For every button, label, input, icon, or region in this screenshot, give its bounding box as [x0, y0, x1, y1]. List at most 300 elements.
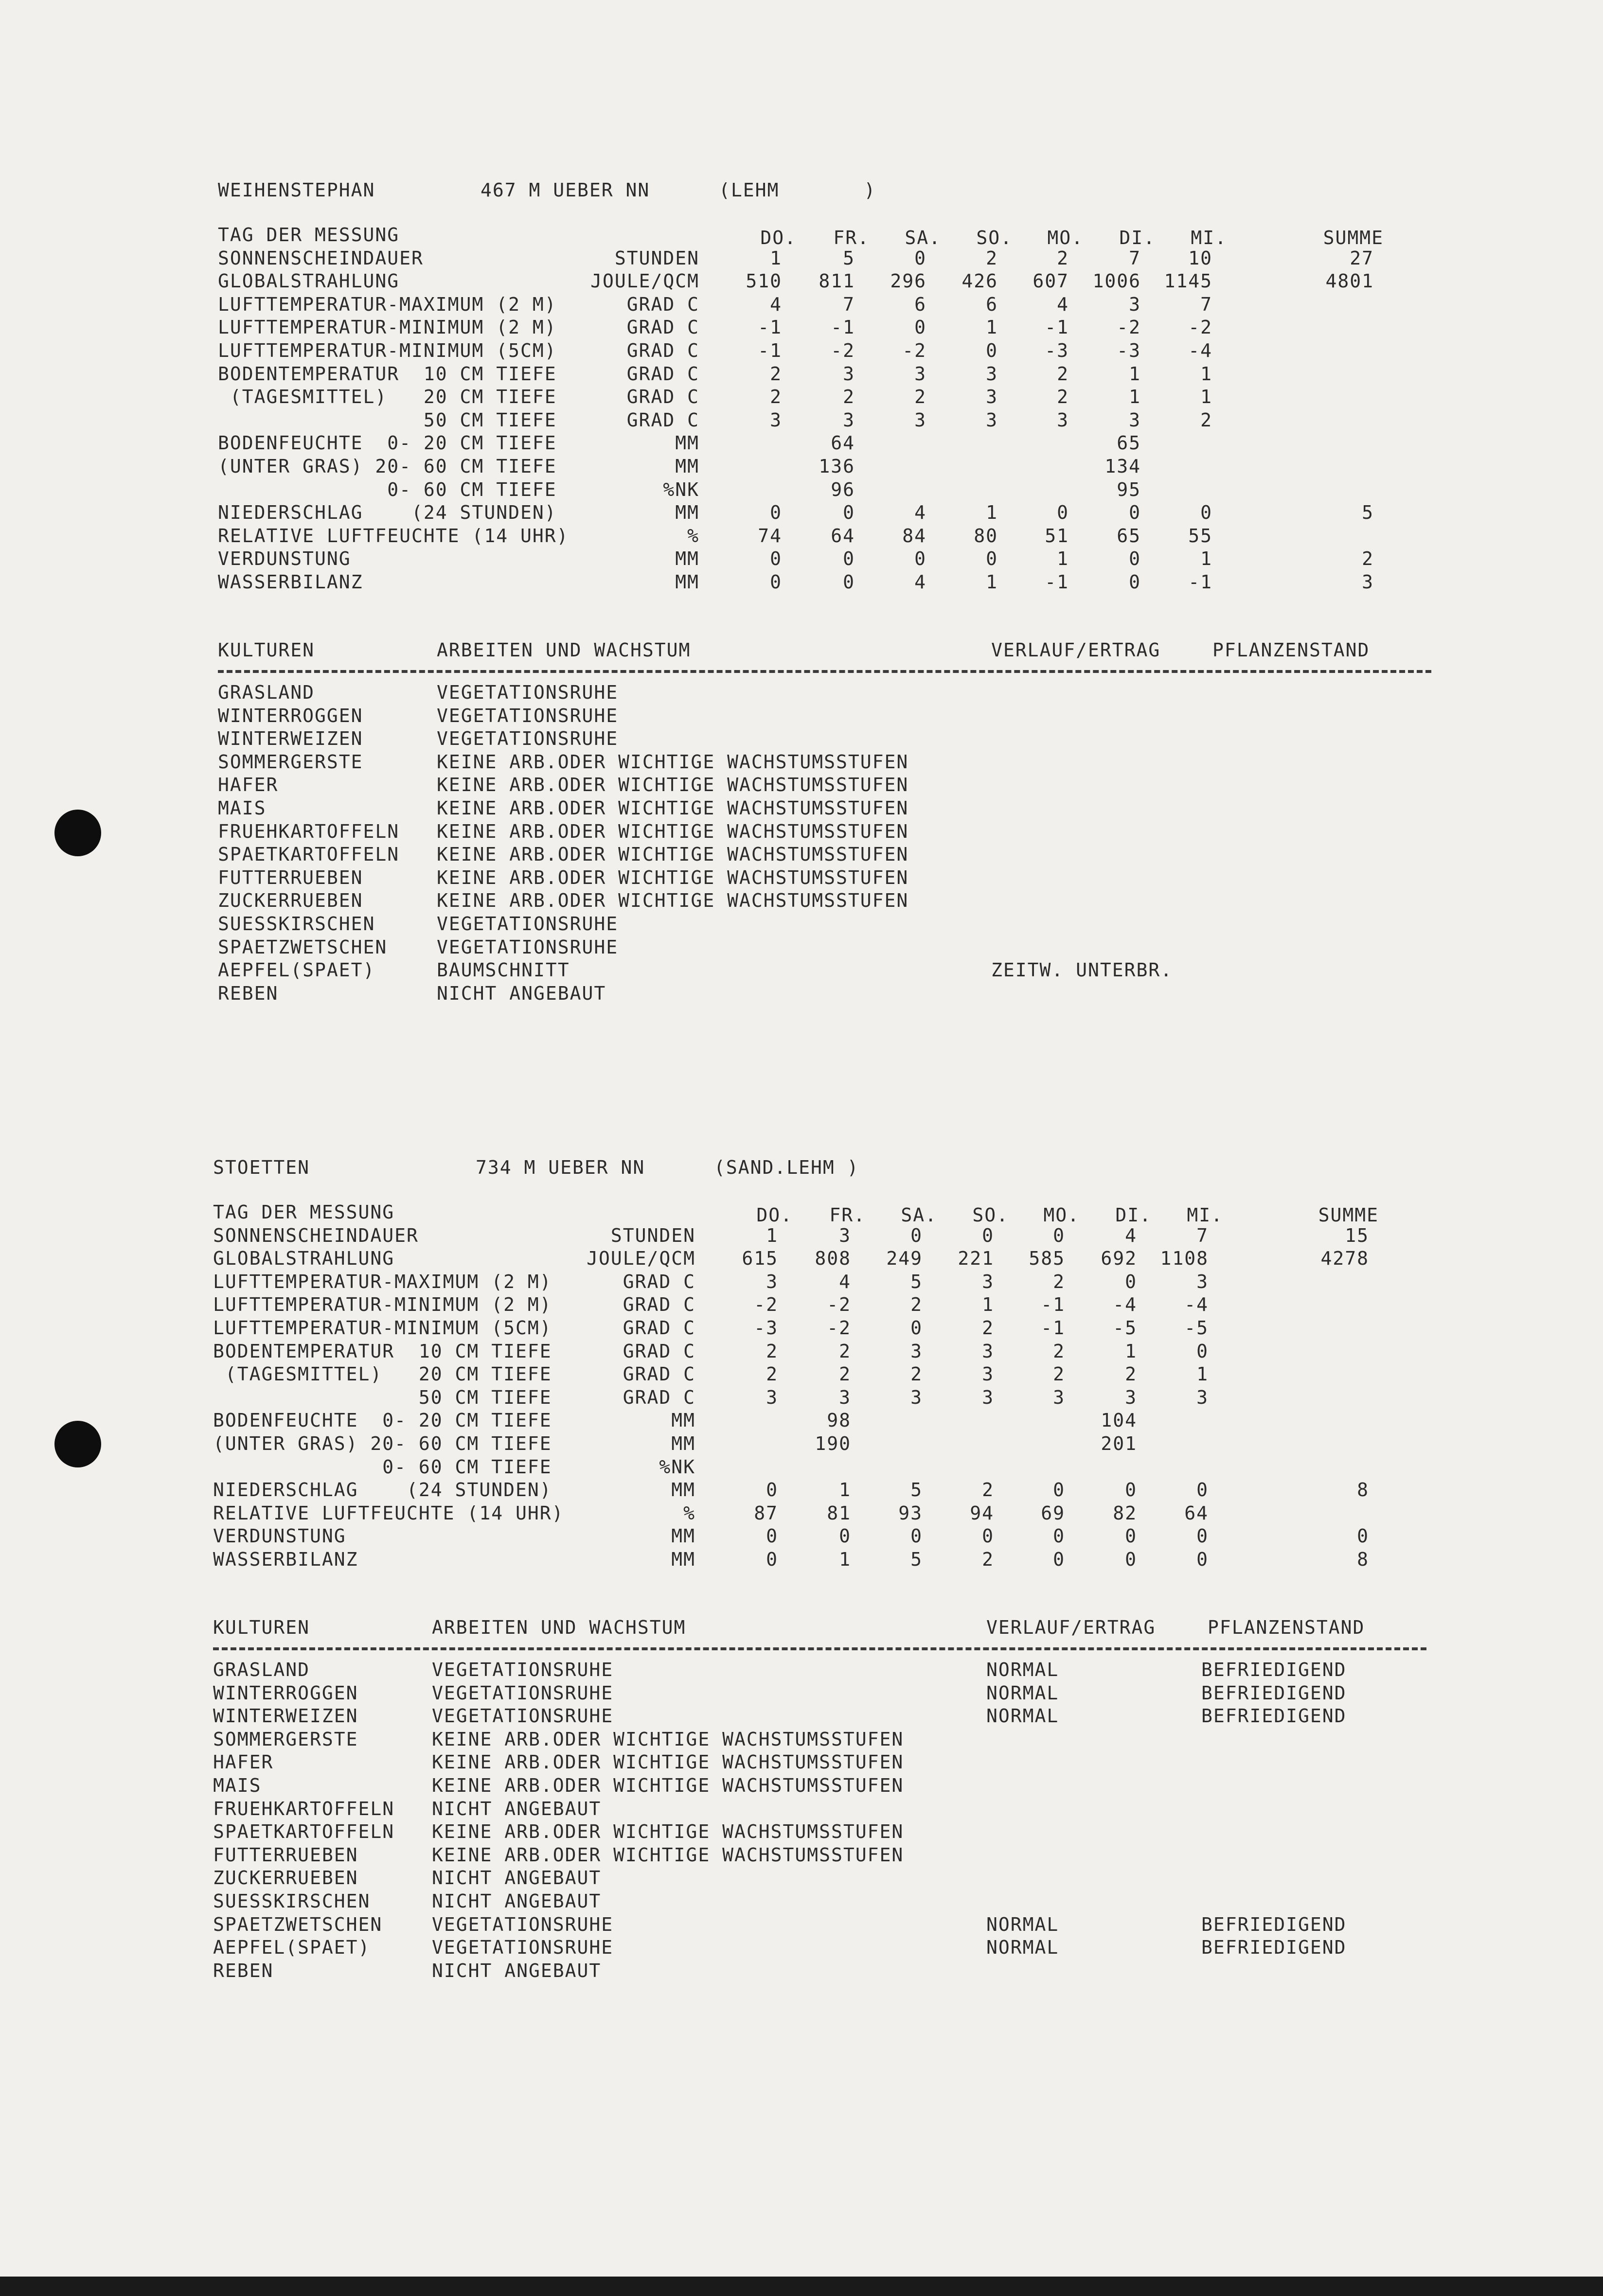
- crop-work: VEGETATIONSRUHE: [437, 705, 619, 726]
- crop-work: VEGETATIONSRUHE: [432, 1705, 614, 1727]
- crop-name: SUESSKIRSCHEN: [218, 913, 375, 935]
- cell-value: 1: [1129, 363, 1141, 385]
- crop-name: FUTTERRUEBEN: [218, 866, 363, 888]
- cell-value: 1: [1200, 363, 1212, 385]
- cell-value: -2: [827, 1317, 851, 1339]
- day-header: MO.: [1047, 227, 1084, 248]
- cell-value: 2: [770, 363, 782, 385]
- crop-verlauf: NORMAL: [986, 1682, 1059, 1704]
- cell-value: -5: [1184, 1317, 1209, 1339]
- cell-value: -2: [831, 340, 855, 361]
- days-label: TAG DER MESSUNG: [218, 224, 400, 246]
- cell-value: -2: [1117, 317, 1141, 338]
- row-label: (TAGESMITTEL) 20 CM TIEFE: [213, 1363, 552, 1385]
- cell-value: 426: [962, 270, 998, 292]
- cell-value: 2: [1053, 1340, 1065, 1362]
- cell-value: 692: [1101, 1248, 1137, 1270]
- row-label: RELATIVE LUFTFEUCHTE (14 UHR): [218, 525, 569, 547]
- crop-stand: BEFRIEDIGEND: [1201, 1705, 1347, 1727]
- crop-name: HAFER: [218, 774, 279, 796]
- crops-header-verlauf: VERLAUF/ERTRAG: [986, 1617, 1156, 1638]
- cell-value: 2: [1057, 363, 1069, 385]
- station-name: STOETTEN: [213, 1157, 310, 1178]
- cell-value: 65: [1117, 432, 1141, 454]
- crop-name: WINTERROGGEN: [218, 705, 363, 726]
- cell-value: 3: [839, 1386, 851, 1408]
- cell-value: 1: [986, 502, 998, 524]
- crop-name: WINTERWEIZEN: [218, 728, 363, 750]
- row-label: 50 CM TIEFE: [218, 409, 557, 431]
- cell-value: 2: [1057, 247, 1069, 269]
- cell-value: 0: [910, 1317, 923, 1339]
- cell-value: -3: [1045, 340, 1069, 361]
- cell-value: 3: [982, 1340, 994, 1362]
- crop-work: VEGETATIONSRUHE: [437, 728, 619, 750]
- cell-value: 2: [766, 1340, 778, 1362]
- row-unit: MM: [675, 456, 699, 477]
- cell-value: 64: [831, 525, 855, 547]
- cell-value: 74: [758, 525, 782, 547]
- crop-work: KEINE ARB.ODER WICHTIGE WACHSTUMSSTUFEN: [432, 1751, 904, 1773]
- crop-verlauf: NORMAL: [986, 1705, 1059, 1727]
- crops-header-stand: PFLANZENSTAND: [1208, 1617, 1365, 1638]
- cell-value: 2: [982, 1479, 994, 1501]
- crop-work: VEGETATIONSRUHE: [437, 913, 619, 935]
- row-sum: 5: [1362, 502, 1374, 524]
- cell-value: 2: [766, 1363, 778, 1385]
- cell-value: 3: [986, 363, 998, 385]
- cell-value: 0: [766, 1549, 778, 1570]
- row-unit: GRAD C: [626, 386, 699, 408]
- crop-work: BAUMSCHNITT: [437, 959, 570, 981]
- crop-name: HAFER: [213, 1751, 274, 1773]
- crop-name: SPAETZWETSCHEN: [218, 936, 388, 958]
- cell-value: 7: [843, 293, 855, 315]
- crop-verlauf: NORMAL: [986, 1659, 1059, 1680]
- cell-value: 0: [982, 1525, 994, 1547]
- cell-value: 808: [815, 1248, 851, 1270]
- cell-value: 3: [1129, 293, 1141, 315]
- cell-value: 190: [815, 1433, 851, 1454]
- cell-value: 3: [1196, 1271, 1209, 1292]
- cell-value: 2: [1053, 1271, 1065, 1292]
- cell-value: 0: [914, 317, 926, 338]
- crop-name: FRUEHKARTOFFELN: [218, 820, 400, 842]
- cell-value: 1: [982, 1294, 994, 1316]
- cell-value: 82: [1113, 1502, 1137, 1524]
- cell-value: 3: [910, 1386, 923, 1408]
- cell-value: 510: [746, 270, 782, 292]
- crop-name: SPAETKARTOFFELN: [218, 844, 400, 865]
- cell-value: 0: [1125, 1525, 1137, 1547]
- cell-value: 3: [770, 409, 782, 431]
- cell-value: 201: [1101, 1433, 1137, 1454]
- cell-value: -3: [1117, 340, 1141, 361]
- crop-work: KEINE ARB.ODER WICHTIGE WACHSTUMSSTUFEN: [437, 820, 909, 842]
- cell-value: -2: [754, 1294, 778, 1316]
- crop-name: SPAETZWETSCHEN: [213, 1913, 383, 1935]
- crops-header-kulturen: KULTUREN: [218, 639, 315, 661]
- cell-value: -4: [1188, 340, 1212, 361]
- row-unit: %NK: [659, 1456, 695, 1478]
- cell-value: -1: [1041, 1294, 1065, 1316]
- cell-value: 3: [1053, 1386, 1065, 1408]
- row-unit: STUNDEN: [614, 247, 699, 269]
- row-label: BODENTEMPERATUR 10 CM TIEFE: [218, 363, 557, 385]
- cell-value: 0: [1053, 1224, 1065, 1246]
- cell-value: -1: [758, 340, 782, 361]
- cell-value: 95: [1117, 478, 1141, 500]
- cell-value: 3: [982, 1386, 994, 1408]
- cell-value: 1: [839, 1479, 851, 1501]
- row-label: VERDUNSTUNG: [213, 1525, 346, 1547]
- cell-value: 0: [1053, 1479, 1065, 1501]
- cell-value: 0: [1125, 1271, 1137, 1292]
- row-label: SONNENSCHEINDAUER: [213, 1224, 419, 1246]
- cell-value: 2: [1057, 386, 1069, 408]
- crop-stand: BEFRIEDIGEND: [1201, 1659, 1347, 1680]
- cell-value: 0: [982, 1224, 994, 1246]
- day-header: DO.: [760, 227, 797, 248]
- cell-value: 0: [1196, 1525, 1209, 1547]
- row-sum: 27: [1350, 247, 1374, 269]
- cell-value: 0: [1200, 502, 1212, 524]
- row-sum: 4801: [1325, 270, 1374, 292]
- row-sum: 3: [1362, 571, 1374, 593]
- cell-value: 2: [982, 1549, 994, 1570]
- crop-work: VEGETATIONSRUHE: [437, 682, 619, 703]
- cell-value: 1: [1200, 548, 1212, 570]
- cell-value: 0: [910, 1525, 923, 1547]
- crop-work: KEINE ARB.ODER WICHTIGE WACHSTUMSSTUFEN: [437, 890, 909, 912]
- cell-value: 1: [1125, 1340, 1137, 1362]
- crop-stand: BEFRIEDIGEND: [1201, 1913, 1347, 1935]
- cell-value: 3: [1196, 1386, 1209, 1408]
- crop-stand: BEFRIEDIGEND: [1201, 1682, 1347, 1704]
- crops-separator: [218, 670, 1431, 673]
- crop-work: VEGETATIONSRUHE: [432, 1913, 614, 1935]
- cell-value: 0: [1129, 571, 1141, 593]
- crop-work: NICHT ANGEBAUT: [437, 982, 606, 1004]
- row-label: (UNTER GRAS) 20- 60 CM TIEFE: [213, 1433, 552, 1454]
- row-label: LUFTTEMPERATUR-MINIMUM (5CM): [213, 1317, 552, 1339]
- cell-value: 0: [986, 548, 998, 570]
- day-header: SA.: [905, 227, 941, 248]
- cell-value: 0: [1196, 1340, 1209, 1362]
- crop-name: GRASLAND: [218, 682, 315, 703]
- row-unit: GRAD C: [623, 1271, 695, 1292]
- row-unit: MM: [671, 1479, 695, 1501]
- cell-value: 3: [914, 363, 926, 385]
- row-unit: GRAD C: [626, 363, 699, 385]
- crop-verlauf: NORMAL: [986, 1937, 1059, 1959]
- cell-value: 5: [843, 247, 855, 269]
- crop-work: NICHT ANGEBAUT: [432, 1890, 602, 1912]
- day-header: DO.: [756, 1204, 793, 1226]
- crops-header-kulturen: KULTUREN: [213, 1617, 310, 1638]
- cell-value: 4: [1057, 293, 1069, 315]
- day-header: MO.: [1043, 1204, 1080, 1226]
- cell-value: 0: [839, 1525, 851, 1547]
- day-header: SO.: [972, 1204, 1009, 1226]
- cell-value: 3: [914, 409, 926, 431]
- day-header: FR.: [833, 227, 870, 248]
- cell-value: 80: [974, 525, 998, 547]
- row-unit: MM: [675, 571, 699, 593]
- crop-verlauf: ZEITW. UNTERBR.: [991, 959, 1173, 981]
- cell-value: 1006: [1092, 270, 1141, 292]
- crop-name: WINTERWEIZEN: [213, 1705, 358, 1727]
- crop-work: KEINE ARB.ODER WICHTIGE WACHSTUMSSTUFEN: [432, 1844, 904, 1866]
- cell-value: 4: [914, 502, 926, 524]
- row-unit: JOULE/QCM: [587, 1248, 695, 1270]
- row-label: NIEDERSCHLAG (24 STUNDEN): [218, 502, 557, 524]
- cell-value: 64: [1184, 1502, 1209, 1524]
- row-label: VERDUNSTUNG: [218, 548, 351, 570]
- cell-value: 98: [827, 1410, 851, 1431]
- cell-value: 249: [886, 1248, 923, 1270]
- row-sum: 0: [1357, 1525, 1369, 1547]
- crop-name: SOMMERGERSTE: [218, 751, 363, 773]
- cell-value: 136: [819, 456, 855, 477]
- cell-value: 1: [770, 247, 782, 269]
- cell-value: -2: [902, 340, 926, 361]
- cell-value: 0: [986, 340, 998, 361]
- cell-value: -1: [1045, 571, 1069, 593]
- row-label: RELATIVE LUFTFEUCHTE (14 UHR): [213, 1502, 564, 1524]
- cell-value: -1: [758, 317, 782, 338]
- crop-name: REBEN: [213, 1960, 274, 1981]
- cell-value: 0: [770, 548, 782, 570]
- sum-header: SUMME: [1318, 1204, 1379, 1226]
- row-label: WASSERBILANZ: [218, 571, 363, 593]
- row-sum: 8: [1357, 1479, 1369, 1501]
- crop-name: ZUCKERRUEBEN: [218, 890, 363, 912]
- crop-work: NICHT ANGEBAUT: [432, 1867, 602, 1889]
- crop-name: AEPFEL(SPAET): [213, 1937, 371, 1959]
- crop-work: NICHT ANGEBAUT: [432, 1798, 602, 1819]
- row-label: LUFTTEMPERATUR-MINIMUM (2 M): [213, 1294, 552, 1316]
- cell-value: 2: [986, 247, 998, 269]
- station-soil: (LEHM ): [719, 179, 876, 201]
- cell-value: 64: [831, 432, 855, 454]
- crop-name: REBEN: [218, 982, 279, 1004]
- day-header: DI.: [1119, 227, 1156, 248]
- cell-value: 84: [902, 525, 926, 547]
- crops-separator: [213, 1647, 1426, 1650]
- row-label: (UNTER GRAS) 20- 60 CM TIEFE: [218, 456, 557, 477]
- cell-value: 3: [910, 1340, 923, 1362]
- row-label: LUFTTEMPERATUR-MAXIMUM (2 M): [213, 1271, 552, 1292]
- cell-value: 1108: [1160, 1248, 1209, 1270]
- row-sum: 8: [1357, 1549, 1369, 1570]
- cell-value: 4: [770, 293, 782, 315]
- cell-value: 3: [843, 409, 855, 431]
- scan-border: [0, 2277, 1603, 2296]
- cell-value: 811: [819, 270, 855, 292]
- cell-value: 2: [839, 1363, 851, 1385]
- row-sum: 15: [1345, 1224, 1369, 1246]
- cell-value: 0: [1129, 502, 1141, 524]
- crop-name: WINTERROGGEN: [213, 1682, 358, 1704]
- row-unit: MM: [671, 1433, 695, 1454]
- cell-value: 1: [1196, 1363, 1209, 1385]
- cell-value: 0: [770, 571, 782, 593]
- cell-value: 2: [910, 1363, 923, 1385]
- crop-verlauf: NORMAL: [986, 1913, 1059, 1935]
- cell-value: -4: [1113, 1294, 1137, 1316]
- row-label: GLOBALSTRAHLUNG: [213, 1248, 395, 1270]
- cell-value: 5: [910, 1271, 923, 1292]
- cell-value: 2: [843, 386, 855, 408]
- cell-value: 93: [898, 1502, 923, 1524]
- row-label: LUFTTEMPERATUR-MAXIMUM (2 M): [218, 293, 557, 315]
- cell-value: 94: [970, 1502, 994, 1524]
- cell-value: 0: [1196, 1479, 1209, 1501]
- cell-value: -2: [1188, 317, 1212, 338]
- day-header: SA.: [901, 1204, 937, 1226]
- cell-value: 615: [742, 1248, 778, 1270]
- cell-value: 96: [831, 478, 855, 500]
- row-unit: GRAD C: [623, 1317, 695, 1339]
- cell-value: -1: [831, 317, 855, 338]
- cell-value: 4: [1125, 1224, 1137, 1246]
- cell-value: 2: [839, 1340, 851, 1362]
- cell-value: 2: [1125, 1363, 1137, 1385]
- crop-work: KEINE ARB.ODER WICHTIGE WACHSTUMSSTUFEN: [437, 866, 909, 888]
- cell-value: 65: [1117, 525, 1141, 547]
- crop-work: VEGETATIONSRUHE: [437, 936, 619, 958]
- cell-value: 1: [986, 571, 998, 593]
- crop-name: AEPFEL(SPAET): [218, 959, 375, 981]
- row-label: LUFTTEMPERATUR-MINIMUM (2 M): [218, 317, 557, 338]
- cell-value: -1: [1188, 571, 1212, 593]
- cell-value: 0: [910, 1224, 923, 1246]
- day-header: DI.: [1115, 1204, 1152, 1226]
- cell-value: 1: [766, 1224, 778, 1246]
- cell-value: 3: [843, 363, 855, 385]
- row-label: 0- 60 CM TIEFE: [213, 1456, 552, 1478]
- cell-value: 0: [1125, 1479, 1137, 1501]
- cell-value: 4: [839, 1271, 851, 1292]
- row-unit: MM: [671, 1525, 695, 1547]
- cell-value: 2: [1053, 1363, 1065, 1385]
- row-unit: MM: [675, 432, 699, 454]
- cell-value: 4: [914, 571, 926, 593]
- cell-value: 0: [766, 1479, 778, 1501]
- row-unit: MM: [671, 1549, 695, 1570]
- cell-value: 0: [770, 502, 782, 524]
- cell-value: 1145: [1164, 270, 1212, 292]
- crop-work: VEGETATIONSRUHE: [432, 1682, 614, 1704]
- cell-value: 1: [1057, 548, 1069, 570]
- cell-value: 3: [986, 386, 998, 408]
- cell-value: 3: [839, 1224, 851, 1246]
- crop-work: KEINE ARB.ODER WICHTIGE WACHSTUMSSTUFEN: [437, 751, 909, 773]
- crop-work: KEINE ARB.ODER WICHTIGE WACHSTUMSSTUFEN: [432, 1728, 904, 1750]
- cell-value: 55: [1188, 525, 1212, 547]
- row-label: BODENTEMPERATUR 10 CM TIEFE: [213, 1340, 552, 1362]
- row-label: BODENFEUCHTE 0- 20 CM TIEFE: [213, 1410, 552, 1431]
- crop-work: KEINE ARB.ODER WICHTIGE WACHSTUMSSTUFEN: [437, 797, 909, 819]
- day-header: SO.: [976, 227, 1013, 248]
- cell-value: 1: [1129, 386, 1141, 408]
- cell-value: 2: [914, 386, 926, 408]
- cell-value: 0: [914, 247, 926, 269]
- row-sum: 4278: [1320, 1248, 1369, 1270]
- cell-value: 2: [982, 1317, 994, 1339]
- cell-value: 3: [1129, 409, 1141, 431]
- cell-value: -3: [754, 1317, 778, 1339]
- cell-value: 10: [1188, 247, 1212, 269]
- row-unit: GRAD C: [626, 317, 699, 338]
- row-sum: 2: [1362, 548, 1374, 570]
- crops-header-stand: PFLANZENSTAND: [1212, 639, 1370, 661]
- crop-stand: BEFRIEDIGEND: [1201, 1937, 1347, 1959]
- row-unit: GRAD C: [623, 1386, 695, 1408]
- cell-value: 0: [914, 548, 926, 570]
- cell-value: 0: [1125, 1549, 1137, 1570]
- crop-name: SUESSKIRSCHEN: [213, 1890, 371, 1912]
- cell-value: 81: [827, 1502, 851, 1524]
- crop-name: FUTTERRUEBEN: [213, 1844, 358, 1866]
- crop-work: KEINE ARB.ODER WICHTIGE WACHSTUMSSTUFEN: [432, 1821, 904, 1843]
- row-label: WASSERBILANZ: [213, 1549, 358, 1570]
- cell-value: -1: [1041, 1317, 1065, 1339]
- row-label: NIEDERSCHLAG (24 STUNDEN): [213, 1479, 552, 1501]
- day-header: FR.: [829, 1204, 866, 1226]
- crop-name: GRASLAND: [213, 1659, 310, 1680]
- cell-value: 69: [1041, 1502, 1065, 1524]
- cell-value: 0: [843, 571, 855, 593]
- row-unit: MM: [675, 548, 699, 570]
- row-label: (TAGESMITTEL) 20 CM TIEFE: [218, 386, 557, 408]
- cell-value: 6: [914, 293, 926, 315]
- station-name: WEIHENSTEPHAN: [218, 179, 375, 201]
- row-unit: JOULE/QCM: [590, 270, 699, 292]
- crop-work: NICHT ANGEBAUT: [432, 1960, 602, 1981]
- crops-header-arbeiten: ARBEITEN UND WACHSTUM: [437, 639, 691, 661]
- day-header: MI.: [1187, 1204, 1223, 1226]
- cell-value: 51: [1045, 525, 1069, 547]
- station-soil: (SAND.LEHM ): [714, 1157, 859, 1178]
- crop-name: MAIS: [213, 1775, 262, 1796]
- cell-value: 87: [754, 1502, 778, 1524]
- cell-value: 5: [910, 1549, 923, 1570]
- day-header: MI.: [1191, 227, 1227, 248]
- row-label: 50 CM TIEFE: [213, 1386, 552, 1408]
- crop-work: VEGETATIONSRUHE: [432, 1937, 614, 1959]
- row-label: BODENFEUCHTE 0- 20 CM TIEFE: [218, 432, 557, 454]
- cell-value: 7: [1200, 293, 1212, 315]
- row-unit: MM: [675, 502, 699, 524]
- cell-value: -1: [1045, 317, 1069, 338]
- crop-name: MAIS: [218, 797, 267, 819]
- row-unit: GRAD C: [623, 1363, 695, 1385]
- cell-value: 3: [766, 1386, 778, 1408]
- cell-value: 2: [910, 1294, 923, 1316]
- punch-hole-lower: [54, 1421, 101, 1467]
- row-unit: MM: [671, 1410, 695, 1431]
- row-unit: GRAD C: [626, 293, 699, 315]
- cell-value: 0: [1053, 1525, 1065, 1547]
- row-label: LUFTTEMPERATUR-MINIMUM (5CM): [218, 340, 557, 361]
- row-unit: GRAD C: [623, 1294, 695, 1316]
- row-unit: GRAD C: [626, 409, 699, 431]
- cell-value: 3: [982, 1271, 994, 1292]
- row-unit: %NK: [663, 478, 699, 500]
- crop-name: FRUEHKARTOFFELN: [213, 1798, 395, 1819]
